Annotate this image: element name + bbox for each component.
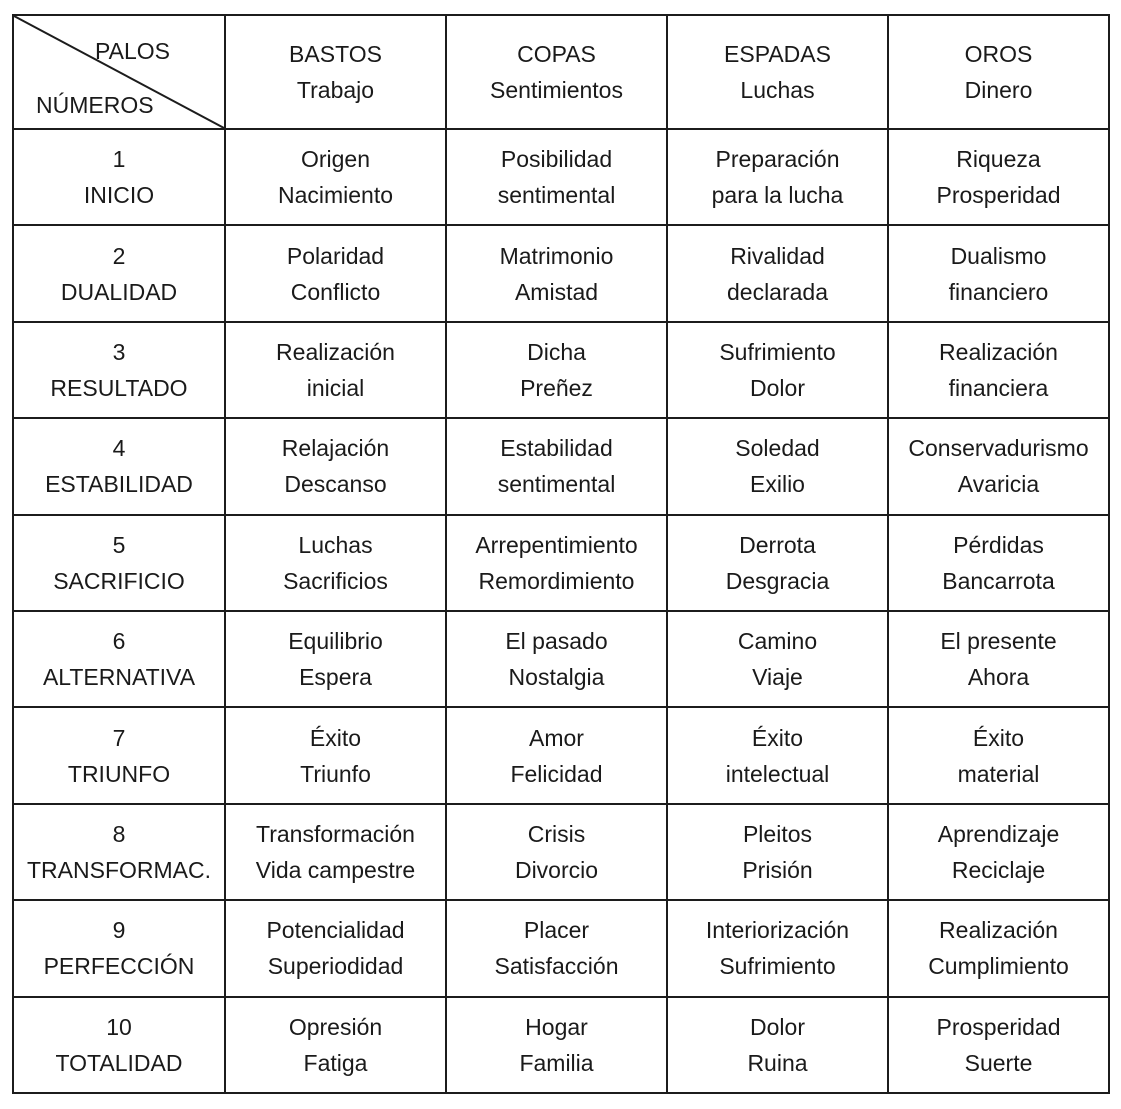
table-row <box>13 611 1109 707</box>
meaning-cell-bastos <box>225 225 446 321</box>
table-row <box>13 515 1109 611</box>
meaning-line: Bancarrota <box>942 567 1055 594</box>
suit-meaning: Sentimientos <box>490 77 623 103</box>
meaning-cell-espadas <box>667 322 888 418</box>
meaning-cell-bastos <box>225 707 446 803</box>
palos-label: PALOS <box>95 38 170 64</box>
meaning-line: Origen <box>300 146 371 173</box>
meaning-line: Prisión <box>742 856 813 883</box>
meaning-line: Descanso <box>284 471 387 498</box>
row-number: 4 <box>112 435 126 462</box>
number-header-cell <box>13 707 225 803</box>
suit-header-oros <box>888 15 1109 129</box>
meaning-line: Preparación <box>715 146 840 173</box>
meaning-line: El presente <box>940 628 1057 655</box>
suit-name: OROS <box>964 41 1033 67</box>
meaning-line: Placer <box>523 917 590 944</box>
row-number: 10 <box>106 1013 132 1040</box>
meaning-line: Amor <box>529 724 584 751</box>
meaning-line: Preñez <box>520 374 593 401</box>
meaning-line: Posibilidad <box>500 146 613 173</box>
meaning-cell-oros <box>888 129 1109 225</box>
meaning-line: Ruina <box>747 1049 808 1076</box>
meaning-line: Familia <box>519 1049 594 1076</box>
meaning-line: Camino <box>737 628 818 655</box>
number-header-cell <box>13 515 225 611</box>
meaning-line: Avaricia <box>957 471 1040 498</box>
number-header-cell <box>13 322 225 418</box>
number-header-cell <box>13 997 225 1093</box>
meaning-cell-oros <box>888 322 1109 418</box>
meaning-cell-bastos <box>225 804 446 900</box>
row-number: 5 <box>112 531 126 558</box>
meaning-line: Dualismo <box>950 242 1047 269</box>
meaning-line: Cumplimiento <box>928 953 1069 980</box>
meaning-cell-espadas <box>667 225 888 321</box>
row-label: SACRIFICIO <box>53 567 185 594</box>
meaning-line: Luchas <box>298 531 373 558</box>
meaning-line: Felicidad <box>510 760 603 787</box>
meaning-line: El pasado <box>505 628 608 655</box>
meaning-line: Nostalgia <box>508 664 605 691</box>
meaning-cell-bastos <box>225 129 446 225</box>
number-header-cell <box>13 129 225 225</box>
meaning-line: Desgracia <box>725 567 830 594</box>
number-header-cell <box>13 900 225 996</box>
meaning-cell-oros <box>888 515 1109 611</box>
row-number: 6 <box>112 628 126 655</box>
meaning-cell-espadas <box>667 611 888 707</box>
meaning-line: Crisis <box>527 820 586 847</box>
meaning-line: Amistad <box>514 278 599 305</box>
meaning-cell-bastos <box>225 322 446 418</box>
table-row <box>13 997 1109 1093</box>
meaning-line: Soledad <box>735 435 820 462</box>
tarot-meanings-table <box>12 14 1110 1094</box>
meaning-cell-espadas <box>667 707 888 803</box>
suit-name: ESPADAS <box>724 41 831 67</box>
meaning-cell-copas <box>446 418 667 514</box>
row-number: 7 <box>112 724 126 751</box>
table-row <box>13 225 1109 321</box>
meaning-cell-copas <box>446 804 667 900</box>
table-row <box>13 418 1109 514</box>
table-row <box>13 129 1109 225</box>
meaning-cell-espadas <box>667 129 888 225</box>
meaning-line: Remordimiento <box>478 567 635 594</box>
meaning-line: Viaje <box>752 664 803 691</box>
suit-header-bastos <box>225 15 446 129</box>
meaning-line: Realización <box>276 338 395 365</box>
meaning-cell-oros <box>888 900 1109 996</box>
row-number: 9 <box>112 917 126 944</box>
meaning-cell-oros <box>888 225 1109 321</box>
suit-header-copas <box>446 15 667 129</box>
meaning-cell-oros <box>888 804 1109 900</box>
number-header-cell <box>13 225 225 321</box>
meaning-line: Realización <box>939 338 1058 365</box>
meaning-cell-espadas <box>667 997 888 1093</box>
meaning-line: financiero <box>948 278 1049 305</box>
meaning-line: Satisfacción <box>494 953 619 980</box>
meaning-line: Suerte <box>964 1049 1033 1076</box>
table-row <box>13 804 1109 900</box>
corner-header-cell <box>13 15 225 129</box>
meaning-cell-oros <box>888 997 1109 1093</box>
meaning-line: para la lucha <box>711 182 844 209</box>
row-label: ESTABILIDAD <box>45 471 193 498</box>
meaning-line: Vida campestre <box>255 856 416 883</box>
meaning-cell-copas <box>446 900 667 996</box>
meaning-line: Dolor <box>750 1013 805 1040</box>
meaning-line: Fatiga <box>303 1049 368 1076</box>
table-row <box>13 707 1109 803</box>
header-row <box>13 15 1109 129</box>
meaning-line: intelectual <box>725 760 830 787</box>
meaning-cell-espadas <box>667 900 888 996</box>
meaning-line: Éxito <box>972 724 1025 751</box>
row-label: INICIO <box>83 182 155 209</box>
meaning-line: Opresión <box>288 1013 383 1040</box>
meaning-cell-copas <box>446 515 667 611</box>
meaning-line: Rivalidad <box>730 242 825 269</box>
meaning-cell-oros <box>888 418 1109 514</box>
meaning-cell-bastos <box>225 997 446 1093</box>
row-label: PERFECCIÓN <box>43 953 195 980</box>
meaning-line: financiera <box>948 374 1049 401</box>
meaning-line: Sacrificios <box>283 567 388 594</box>
meaning-cell-copas <box>446 611 667 707</box>
meaning-cell-bastos <box>225 611 446 707</box>
meaning-line: Arrepentimiento <box>475 531 638 558</box>
meaning-cell-espadas <box>667 804 888 900</box>
meaning-line: Éxito <box>309 724 362 751</box>
meaning-line: Relajación <box>281 435 390 462</box>
numeros-label: NÚMEROS <box>36 92 154 118</box>
table-row <box>13 322 1109 418</box>
row-label: TRIUNFO <box>67 760 171 787</box>
suit-meaning: Dinero <box>964 77 1033 103</box>
meaning-line: Pérdidas <box>953 531 1044 558</box>
meaning-line: material <box>957 760 1040 787</box>
number-header-cell <box>13 418 225 514</box>
meaning-cell-copas <box>446 225 667 321</box>
meaning-line: Sufrimiento <box>719 338 836 365</box>
meaning-line: Transformación <box>256 820 415 847</box>
meaning-line: Aprendizaje <box>937 820 1060 847</box>
meaning-cell-bastos <box>225 418 446 514</box>
meaning-cell-copas <box>446 997 667 1093</box>
meaning-line: declarada <box>726 278 829 305</box>
number-header-cell <box>13 611 225 707</box>
meaning-line: Pleitos <box>742 820 813 847</box>
meaning-line: sentimental <box>497 182 616 209</box>
suit-name: BASTOS <box>289 41 382 67</box>
row-number: 3 <box>112 338 126 365</box>
meaning-line: inicial <box>306 374 365 401</box>
meaning-line: Equilibrio <box>288 628 383 655</box>
meaning-cell-copas <box>446 707 667 803</box>
suit-meaning: Luchas <box>740 77 815 103</box>
meaning-line: Dicha <box>527 338 586 365</box>
row-number: 2 <box>112 242 126 269</box>
meaning-line: Conservadurismo <box>908 435 1089 462</box>
meaning-cell-copas <box>446 322 667 418</box>
meaning-line: Prosperidad <box>936 182 1061 209</box>
meaning-line: Derrota <box>739 531 816 558</box>
tarot-meanings-table-sheet <box>12 14 1108 1094</box>
meaning-line: Potencialidad <box>266 917 405 944</box>
meaning-line: Matrimonio <box>499 242 614 269</box>
meaning-line: Estabilidad <box>500 435 613 462</box>
number-header-cell <box>13 804 225 900</box>
meaning-cell-oros <box>888 707 1109 803</box>
meaning-cell-bastos <box>225 515 446 611</box>
meaning-line: Sufrimiento <box>719 953 836 980</box>
meaning-cell-bastos <box>225 900 446 996</box>
suit-meaning: Trabajo <box>296 77 375 103</box>
meaning-line: Riqueza <box>956 146 1041 173</box>
meaning-line: Divorcio <box>514 856 599 883</box>
meaning-line: Reciclaje <box>951 856 1046 883</box>
row-number: 1 <box>112 146 126 173</box>
meaning-cell-espadas <box>667 418 888 514</box>
meaning-line: Hogar <box>525 1013 588 1040</box>
meaning-line: Ahora <box>967 664 1030 691</box>
meaning-cell-oros <box>888 611 1109 707</box>
meaning-cell-copas <box>446 129 667 225</box>
meaning-line: Nacimiento <box>277 182 394 209</box>
table-row <box>13 900 1109 996</box>
row-label: TRANSFORMAC. <box>27 856 211 883</box>
meaning-line: Éxito <box>751 724 804 751</box>
meaning-line: sentimental <box>497 471 616 498</box>
row-label: DUALIDAD <box>60 278 178 305</box>
meaning-line: Interiorización <box>705 917 850 944</box>
meaning-line: Dolor <box>750 374 805 401</box>
meaning-line: Superiodidad <box>267 953 404 980</box>
row-number: 8 <box>112 820 126 847</box>
meaning-line: Conflicto <box>290 278 381 305</box>
meaning-cell-espadas <box>667 515 888 611</box>
meaning-line: Prosperidad <box>936 1013 1061 1040</box>
suit-header-espadas <box>667 15 888 129</box>
meaning-line: Triunfo <box>300 760 371 787</box>
meaning-line: Realización <box>939 917 1058 944</box>
meaning-line: Exilio <box>750 471 805 498</box>
row-label: TOTALIDAD <box>55 1049 183 1076</box>
suit-name: COPAS <box>517 41 596 67</box>
meaning-line: Espera <box>299 664 372 691</box>
meaning-line: Polaridad <box>286 242 385 269</box>
row-label: RESULTADO <box>50 374 188 401</box>
row-label: ALTERNATIVA <box>42 664 196 691</box>
